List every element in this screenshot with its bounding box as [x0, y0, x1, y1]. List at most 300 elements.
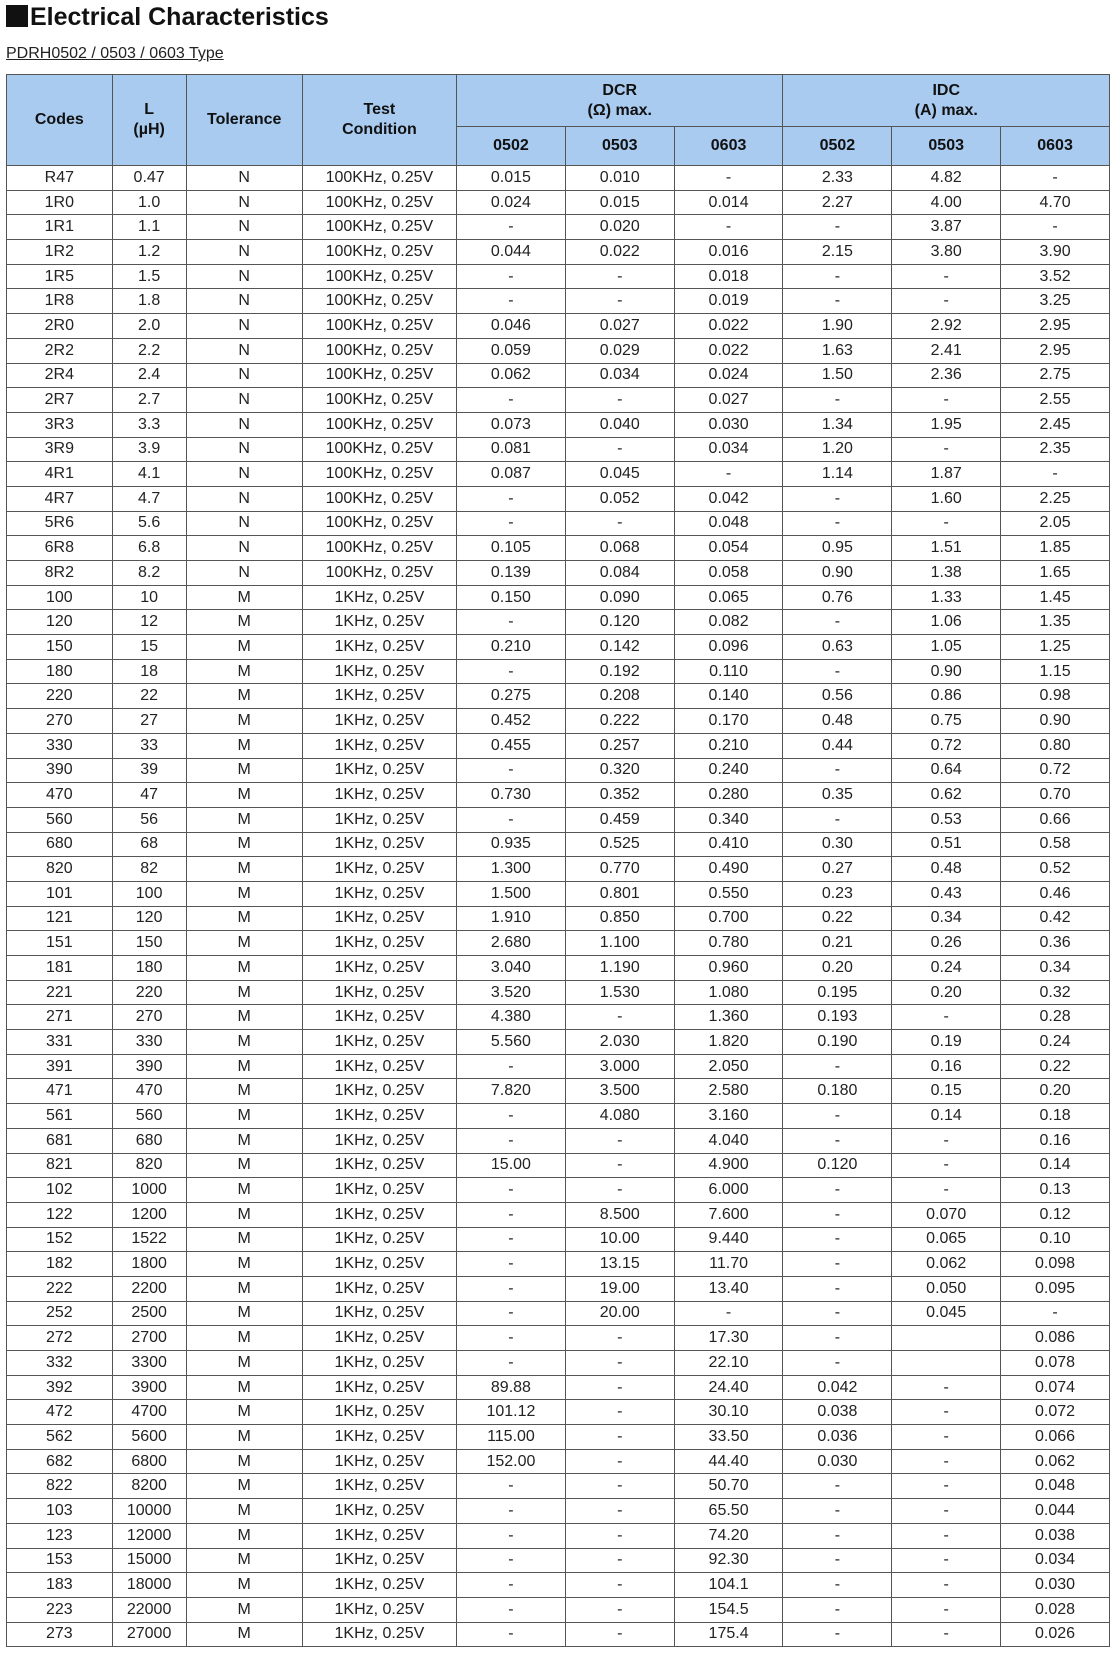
table-row [7, 486, 1110, 511]
cell-inductance: 2.4 [112, 363, 186, 388]
cell-idc-0603: 0.58 [1001, 832, 1110, 857]
cell-dcr-0503: - [565, 1548, 674, 1573]
cell-test-condition: 100KHz, 0.25V [302, 264, 456, 289]
cell-dcr-0603: - [674, 1301, 783, 1326]
cell-idc-0502: - [783, 1622, 892, 1647]
cell-tolerance: N [186, 190, 302, 215]
cell-idc-0603: 2.55 [1001, 388, 1110, 413]
cell-idc-0603: 0.28 [1001, 1005, 1110, 1030]
cell-idc-0502: - [783, 1227, 892, 1252]
cell-idc-0603: 0.095 [1001, 1276, 1110, 1301]
cell-code: 681 [7, 1128, 113, 1153]
cell-test-condition: 1KHz, 0.25V [302, 635, 456, 660]
cell-idc-0502: - [783, 1104, 892, 1129]
cell-idc-0503: 0.64 [892, 758, 1001, 783]
cell-code: 100 [7, 585, 113, 610]
cell-tolerance: M [186, 1202, 302, 1227]
cell-dcr-0502: - [457, 659, 566, 684]
cell-idc-0502: 0.21 [783, 931, 892, 956]
cell-test-condition: 100KHz, 0.25V [302, 289, 456, 314]
cell-idc-0503: - [892, 1178, 1001, 1203]
cell-test-condition: 1KHz, 0.25V [302, 585, 456, 610]
cell-dcr-0603: 0.030 [674, 412, 783, 437]
header-idc-0503: 0503 [892, 127, 1001, 166]
cell-tolerance: M [186, 1104, 302, 1129]
cell-code: 3R9 [7, 437, 113, 462]
cell-code: 332 [7, 1351, 113, 1376]
cell-test-condition: 1KHz, 0.25V [302, 733, 456, 758]
cell-dcr-0503: - [565, 511, 674, 536]
cell-idc-0503: - [892, 1597, 1001, 1622]
cell-test-condition: 1KHz, 0.25V [302, 1252, 456, 1277]
cell-dcr-0603: 0.170 [674, 709, 783, 734]
cell-idc-0502: 0.76 [783, 585, 892, 610]
header-inductance-line2: (µH) [133, 121, 165, 138]
cell-code: 1R2 [7, 240, 113, 265]
cell-code: 391 [7, 1054, 113, 1079]
cell-dcr-0503: 0.850 [565, 906, 674, 931]
cell-tolerance: M [186, 881, 302, 906]
cell-idc-0503: 2.36 [892, 363, 1001, 388]
header-tolerance: Tolerance [186, 75, 302, 166]
cell-idc-0502: - [783, 1548, 892, 1573]
cell-idc-0603: 0.038 [1001, 1523, 1110, 1548]
cell-idc-0502: - [783, 1252, 892, 1277]
cell-dcr-0502: 0.046 [457, 314, 566, 339]
cell-code: 101 [7, 881, 113, 906]
cell-idc-0502: - [783, 659, 892, 684]
table-row [7, 1005, 1110, 1030]
cell-inductance: 120 [112, 906, 186, 931]
cell-tolerance: M [186, 1252, 302, 1277]
cell-tolerance: M [186, 733, 302, 758]
cell-dcr-0503: 1.100 [565, 931, 674, 956]
header-idc-line1: IDC [932, 81, 961, 99]
cell-inductance: 6.8 [112, 536, 186, 561]
cell-code: 470 [7, 783, 113, 808]
table-row [7, 1425, 1110, 1450]
cell-idc-0603: 0.80 [1001, 733, 1110, 758]
cell-dcr-0603: 0.140 [674, 684, 783, 709]
cell-dcr-0603: 1.080 [674, 980, 783, 1005]
cell-test-condition: 100KHz, 0.25V [302, 338, 456, 363]
cell-idc-0503: - [892, 511, 1001, 536]
cell-idc-0502: - [783, 1474, 892, 1499]
table-row [7, 980, 1110, 1005]
header-test-line1: Test [363, 101, 396, 118]
cell-code: 183 [7, 1573, 113, 1598]
cell-inductance: 150 [112, 931, 186, 956]
cell-dcr-0502: - [457, 1499, 566, 1524]
cell-tolerance: N [186, 338, 302, 363]
cell-idc-0603: - [1001, 1301, 1110, 1326]
cell-dcr-0603: 50.70 [674, 1474, 783, 1499]
cell-dcr-0503: 0.525 [565, 832, 674, 857]
cell-code: 220 [7, 684, 113, 709]
table-row [7, 561, 1110, 586]
cell-dcr-0502: 3.520 [457, 980, 566, 1005]
cell-idc-0503 [892, 1326, 1001, 1351]
cell-tolerance: M [186, 758, 302, 783]
cell-dcr-0603: 154.5 [674, 1597, 783, 1622]
table-row [7, 635, 1110, 660]
cell-dcr-0502: 3.040 [457, 956, 566, 981]
cell-inductance: 4.1 [112, 462, 186, 487]
cell-idc-0503: 0.48 [892, 857, 1001, 882]
cell-idc-0603: 0.24 [1001, 1030, 1110, 1055]
table-row [7, 956, 1110, 981]
cell-dcr-0503: - [565, 1499, 674, 1524]
cell-tolerance: N [186, 561, 302, 586]
cell-idc-0502: - [783, 807, 892, 832]
cell-test-condition: 100KHz, 0.25V [302, 486, 456, 511]
cell-idc-0503: 0.86 [892, 684, 1001, 709]
cell-tolerance: M [186, 1523, 302, 1548]
cell-dcr-0603: 7.600 [674, 1202, 783, 1227]
cell-code: 252 [7, 1301, 113, 1326]
cell-dcr-0502: - [457, 1597, 566, 1622]
header-idc-0502: 0502 [783, 127, 892, 166]
cell-inductance: 1800 [112, 1252, 186, 1277]
cell-idc-0503: 0.53 [892, 807, 1001, 832]
cell-dcr-0603: 0.110 [674, 659, 783, 684]
cell-idc-0502: 0.195 [783, 980, 892, 1005]
cell-dcr-0503: - [565, 1005, 674, 1030]
cell-idc-0603: 0.028 [1001, 1597, 1110, 1622]
cell-dcr-0503: 0.801 [565, 881, 674, 906]
cell-idc-0503: 0.19 [892, 1030, 1001, 1055]
cell-test-condition: 1KHz, 0.25V [302, 906, 456, 931]
cell-dcr-0603: 11.70 [674, 1252, 783, 1277]
table-row [7, 314, 1110, 339]
cell-dcr-0603: 0.340 [674, 807, 783, 832]
cell-dcr-0503: 2.030 [565, 1030, 674, 1055]
cell-test-condition: 1KHz, 0.25V [302, 1622, 456, 1647]
cell-idc-0502: 2.33 [783, 166, 892, 191]
cell-idc-0502: - [783, 215, 892, 240]
cell-code: 223 [7, 1597, 113, 1622]
cell-idc-0503: 4.00 [892, 190, 1001, 215]
cell-dcr-0502: - [457, 1523, 566, 1548]
cell-idc-0503: - [892, 1474, 1001, 1499]
table-row [7, 1178, 1110, 1203]
cell-idc-0502: - [783, 1054, 892, 1079]
cell-tolerance: N [186, 166, 302, 191]
cell-dcr-0603: - [674, 462, 783, 487]
cell-dcr-0503: 0.459 [565, 807, 674, 832]
cell-tolerance: M [186, 1351, 302, 1376]
cell-idc-0502: 0.44 [783, 733, 892, 758]
cell-idc-0503: 0.90 [892, 659, 1001, 684]
cell-idc-0603: 0.098 [1001, 1252, 1110, 1277]
cell-inductance: 47 [112, 783, 186, 808]
cell-dcr-0603: 0.058 [674, 561, 783, 586]
cell-code: 182 [7, 1252, 113, 1277]
cell-inductance: 1.1 [112, 215, 186, 240]
cell-inductance: 3900 [112, 1375, 186, 1400]
cell-idc-0503: - [892, 289, 1001, 314]
cell-tolerance: M [186, 832, 302, 857]
cell-idc-0502: 0.120 [783, 1153, 892, 1178]
cell-dcr-0503: 4.080 [565, 1104, 674, 1129]
cell-dcr-0503: 8.500 [565, 1202, 674, 1227]
cell-dcr-0503: 0.027 [565, 314, 674, 339]
cell-idc-0603: 3.52 [1001, 264, 1110, 289]
cell-dcr-0603: 24.40 [674, 1375, 783, 1400]
cell-dcr-0503: - [565, 388, 674, 413]
cell-code: 4R7 [7, 486, 113, 511]
cell-idc-0603: 0.90 [1001, 709, 1110, 734]
cell-idc-0603: 0.066 [1001, 1425, 1110, 1450]
cell-dcr-0503: 0.029 [565, 338, 674, 363]
cell-code: 2R0 [7, 314, 113, 339]
cell-code: 181 [7, 956, 113, 981]
cell-test-condition: 1KHz, 0.25V [302, 684, 456, 709]
cell-test-condition: 1KHz, 0.25V [302, 1227, 456, 1252]
cell-inductance: 27 [112, 709, 186, 734]
cell-idc-0502: 1.63 [783, 338, 892, 363]
cell-dcr-0503: 13.15 [565, 1252, 674, 1277]
cell-dcr-0502: 0.044 [457, 240, 566, 265]
cell-dcr-0503: 1.530 [565, 980, 674, 1005]
cell-test-condition: 1KHz, 0.25V [302, 1153, 456, 1178]
page-title [6, 2, 329, 32]
cell-idc-0503: - [892, 437, 1001, 462]
cell-test-condition: 100KHz, 0.25V [302, 561, 456, 586]
cell-test-condition: 100KHz, 0.25V [302, 166, 456, 191]
cell-inductance: 5600 [112, 1425, 186, 1450]
cell-dcr-0502: - [457, 1351, 566, 1376]
table-body [7, 166, 1110, 1647]
cell-idc-0502: - [783, 1301, 892, 1326]
cell-dcr-0502: - [457, 610, 566, 635]
cell-tolerance: M [186, 1622, 302, 1647]
cell-inductance: 33 [112, 733, 186, 758]
table-row [7, 1276, 1110, 1301]
cell-dcr-0502: - [457, 1622, 566, 1647]
cell-dcr-0502: 0.275 [457, 684, 566, 709]
cell-idc-0603: 1.85 [1001, 536, 1110, 561]
cell-dcr-0502: 7.820 [457, 1079, 566, 1104]
cell-dcr-0502: - [457, 215, 566, 240]
cell-idc-0503: 0.62 [892, 783, 1001, 808]
cell-inductance: 4700 [112, 1400, 186, 1425]
table-row [7, 1326, 1110, 1351]
cell-tolerance: M [186, 585, 302, 610]
cell-dcr-0603: 9.440 [674, 1227, 783, 1252]
cell-dcr-0503: 0.090 [565, 585, 674, 610]
cell-tolerance: M [186, 610, 302, 635]
cell-idc-0603: 1.15 [1001, 659, 1110, 684]
cell-dcr-0603: 0.280 [674, 783, 783, 808]
cell-dcr-0502: - [457, 1054, 566, 1079]
table-row [7, 807, 1110, 832]
cell-idc-0502: 2.15 [783, 240, 892, 265]
cell-inductance: 56 [112, 807, 186, 832]
cell-code: 4R1 [7, 462, 113, 487]
cell-idc-0502: 1.50 [783, 363, 892, 388]
table-row [7, 931, 1110, 956]
cell-idc-0603: 0.078 [1001, 1351, 1110, 1376]
cell-idc-0603: 2.95 [1001, 338, 1110, 363]
cell-idc-0603: 0.70 [1001, 783, 1110, 808]
cell-tolerance: M [186, 684, 302, 709]
cell-test-condition: 1KHz, 0.25V [302, 1597, 456, 1622]
cell-tolerance: M [186, 1597, 302, 1622]
cell-tolerance: M [186, 980, 302, 1005]
cell-dcr-0502: 0.150 [457, 585, 566, 610]
cell-inductance: 2.0 [112, 314, 186, 339]
cell-inductance: 3.3 [112, 412, 186, 437]
cell-idc-0603: 0.044 [1001, 1499, 1110, 1524]
cell-idc-0603: 0.062 [1001, 1449, 1110, 1474]
cell-dcr-0603: 0.019 [674, 289, 783, 314]
cell-tolerance: M [186, 807, 302, 832]
cell-tolerance: N [186, 536, 302, 561]
cell-dcr-0502: 0.105 [457, 536, 566, 561]
cell-dcr-0503: - [565, 1474, 674, 1499]
cell-dcr-0503: 0.120 [565, 610, 674, 635]
cell-idc-0603: 0.98 [1001, 684, 1110, 709]
cell-tolerance: M [186, 1499, 302, 1524]
cell-code: 1R0 [7, 190, 113, 215]
cell-code: 150 [7, 635, 113, 660]
cell-dcr-0503: 0.068 [565, 536, 674, 561]
cell-dcr-0603: 92.30 [674, 1548, 783, 1573]
cell-idc-0603: 0.13 [1001, 1178, 1110, 1203]
cell-dcr-0503: 0.142 [565, 635, 674, 660]
cell-dcr-0502: - [457, 1178, 566, 1203]
cell-idc-0603: 2.35 [1001, 437, 1110, 462]
cell-idc-0503: 1.06 [892, 610, 1001, 635]
cell-test-condition: 1KHz, 0.25V [302, 610, 456, 635]
cell-dcr-0503: - [565, 1622, 674, 1647]
cell-idc-0503: 1.38 [892, 561, 1001, 586]
table-row [7, 1597, 1110, 1622]
cell-inductance: 2700 [112, 1326, 186, 1351]
cell-dcr-0503: 0.020 [565, 215, 674, 240]
cell-test-condition: 1KHz, 0.25V [302, 1499, 456, 1524]
cell-inductance: 1.8 [112, 289, 186, 314]
cell-inductance: 2.7 [112, 388, 186, 413]
cell-test-condition: 1KHz, 0.25V [302, 1301, 456, 1326]
cell-dcr-0603: 0.700 [674, 906, 783, 931]
cell-test-condition: 1KHz, 0.25V [302, 783, 456, 808]
cell-idc-0503: 0.15 [892, 1079, 1001, 1104]
cell-inductance: 2500 [112, 1301, 186, 1326]
cell-idc-0503: 1.95 [892, 412, 1001, 437]
table-row [7, 536, 1110, 561]
header-dcr [457, 75, 783, 127]
cell-code: 390 [7, 758, 113, 783]
cell-inductance: 1.0 [112, 190, 186, 215]
cell-idc-0502: - [783, 1351, 892, 1376]
cell-dcr-0503: - [565, 1523, 674, 1548]
cell-dcr-0603: 2.580 [674, 1079, 783, 1104]
cell-dcr-0503: - [565, 1597, 674, 1622]
cell-code: 822 [7, 1474, 113, 1499]
cell-dcr-0503: 0.015 [565, 190, 674, 215]
cell-idc-0503: 0.24 [892, 956, 1001, 981]
cell-idc-0503: 0.20 [892, 980, 1001, 1005]
cell-dcr-0502: 0.015 [457, 166, 566, 191]
cell-tolerance: M [186, 906, 302, 931]
cell-dcr-0603: 0.240 [674, 758, 783, 783]
cell-dcr-0503: - [565, 1178, 674, 1203]
table-row [7, 881, 1110, 906]
cell-test-condition: 1KHz, 0.25V [302, 1400, 456, 1425]
cell-idc-0503: - [892, 264, 1001, 289]
cell-idc-0502: - [783, 511, 892, 536]
cell-test-condition: 1KHz, 0.25V [302, 1474, 456, 1499]
cell-dcr-0603: - [674, 166, 783, 191]
cell-dcr-0502: 0.935 [457, 832, 566, 857]
table-row [7, 1202, 1110, 1227]
cell-idc-0502: - [783, 1178, 892, 1203]
cell-code: 682 [7, 1449, 113, 1474]
cell-inductance: 6800 [112, 1449, 186, 1474]
cell-dcr-0502: 2.680 [457, 931, 566, 956]
cell-idc-0503: 1.51 [892, 536, 1001, 561]
cell-dcr-0502: - [457, 1301, 566, 1326]
cell-idc-0503: - [892, 1499, 1001, 1524]
cell-tolerance: M [186, 1030, 302, 1055]
cell-idc-0603: 1.45 [1001, 585, 1110, 610]
cell-tolerance: M [186, 1276, 302, 1301]
cell-dcr-0603: 0.018 [674, 264, 783, 289]
header-test-condition [302, 75, 456, 166]
table-row [7, 190, 1110, 215]
cell-dcr-0502: 115.00 [457, 1425, 566, 1450]
cell-tolerance: M [186, 1301, 302, 1326]
cell-idc-0503: 1.33 [892, 585, 1001, 610]
cell-code: 471 [7, 1079, 113, 1104]
cell-idc-0603: 0.34 [1001, 956, 1110, 981]
cell-inductance: 12000 [112, 1523, 186, 1548]
cell-dcr-0603: 22.10 [674, 1351, 783, 1376]
cell-inductance: 10 [112, 585, 186, 610]
cell-test-condition: 1KHz, 0.25V [302, 881, 456, 906]
cell-test-condition: 100KHz, 0.25V [302, 388, 456, 413]
cell-idc-0502: 0.036 [783, 1425, 892, 1450]
cell-inductance: 820 [112, 1153, 186, 1178]
cell-idc-0502: 1.20 [783, 437, 892, 462]
cell-dcr-0502: 152.00 [457, 1449, 566, 1474]
cell-idc-0503: 1.60 [892, 486, 1001, 511]
cell-tolerance: N [186, 462, 302, 487]
cell-tolerance: M [186, 709, 302, 734]
cell-code: 3R3 [7, 412, 113, 437]
cell-dcr-0503: 0.208 [565, 684, 674, 709]
cell-test-condition: 100KHz, 0.25V [302, 190, 456, 215]
header-codes: Codes [7, 75, 113, 166]
cell-idc-0603: 0.66 [1001, 807, 1110, 832]
cell-code: 270 [7, 709, 113, 734]
cell-dcr-0502: - [457, 289, 566, 314]
cell-dcr-0502: - [457, 1276, 566, 1301]
cell-inductance: 560 [112, 1104, 186, 1129]
cell-idc-0503: 4.82 [892, 166, 1001, 191]
cell-dcr-0503: - [565, 1573, 674, 1598]
cell-idc-0603: 0.72 [1001, 758, 1110, 783]
cell-idc-0503: 0.062 [892, 1252, 1001, 1277]
cell-dcr-0503: 0.192 [565, 659, 674, 684]
cell-test-condition: 1KHz, 0.25V [302, 1573, 456, 1598]
table-row [7, 412, 1110, 437]
cell-code: 272 [7, 1326, 113, 1351]
cell-idc-0502: 0.23 [783, 881, 892, 906]
cell-tolerance: M [186, 659, 302, 684]
